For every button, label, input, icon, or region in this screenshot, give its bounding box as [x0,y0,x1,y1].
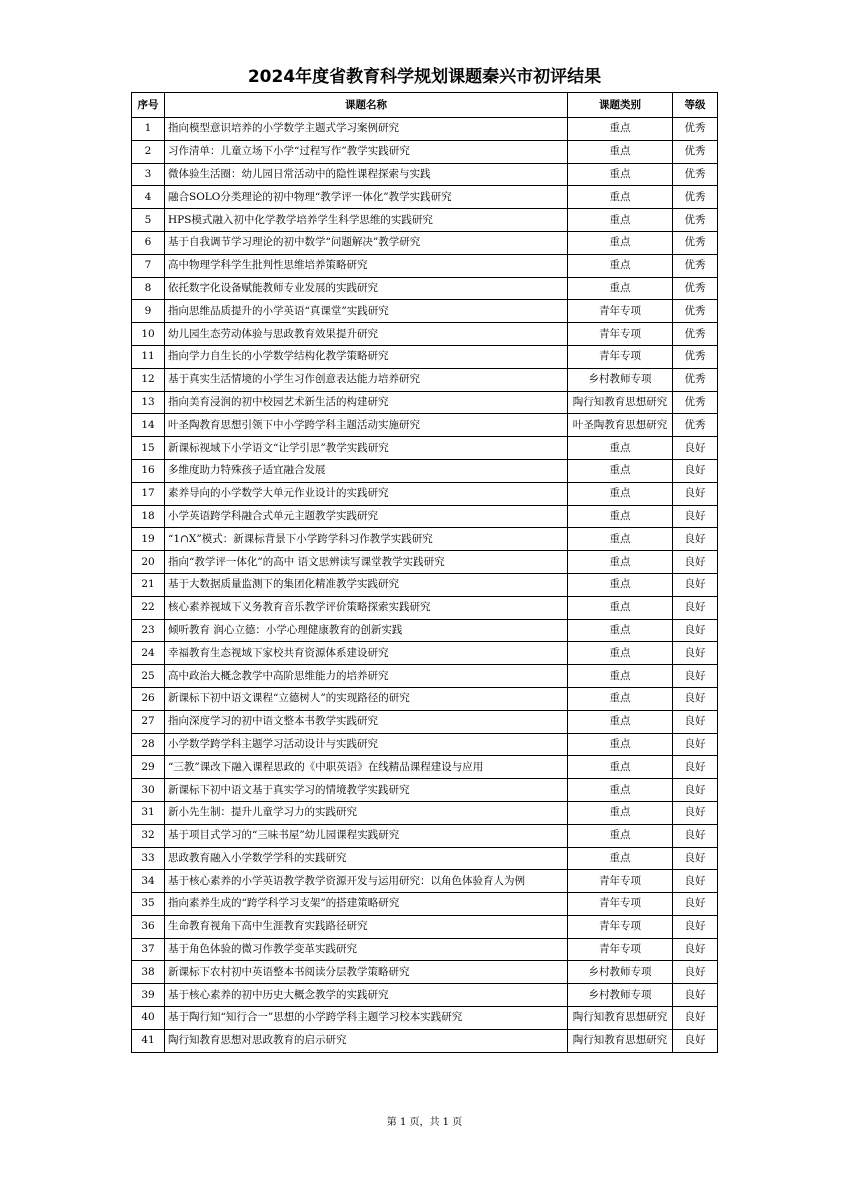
row-name: 指向素养生成的“跨学科学习支架”的搭建策略研究 [165,893,568,916]
row-name: “1∩X”模式：新课标背景下小学跨学科习作教学实践研究 [165,528,568,551]
row-index: 34 [132,870,165,893]
page-title: 2024年度省教育科学规划课题秦兴市初评结果 [247,67,602,87]
row-index: 16 [132,459,165,482]
table-row [132,368,718,391]
row-grade: 良好 [673,847,718,870]
row-grade: 良好 [673,551,718,574]
table-row [132,847,718,870]
row-index: 19 [132,528,165,551]
row-index: 31 [132,801,165,824]
row-name: 陶行知教育思想对思政教育的启示研究 [165,1029,568,1052]
row-name: 基于核心素养的初中历史大概念教学的实践研究 [165,984,568,1007]
row-index: 15 [132,437,165,460]
row-name: 高中政治大概念教学中高阶思维能力的培养研究 [165,665,568,688]
row-grade: 良好 [673,801,718,824]
row-index: 10 [132,323,165,346]
row-grade: 良好 [673,961,718,984]
row-index: 36 [132,915,165,938]
table-row [132,414,718,437]
row-name: 基于真实生活情境的小学生习作创意表达能力培养研究 [165,368,568,391]
row-name: 新小先生制：提升儿童学习力的实践研究 [165,801,568,824]
row-grade: 良好 [673,596,718,619]
row-index: 21 [132,573,165,596]
row-index: 7 [132,254,165,277]
table-row [132,459,718,482]
table-row [132,710,718,733]
row-name: 指向美育浸润的初中校园艺术新生活的构建研究 [165,391,568,414]
row-name: 思政教育融入小学数学学科的实践研究 [165,847,568,870]
table-row [132,118,718,141]
row-name: 新课标下初中语文基于真实学习的情境教学实践研究 [165,779,568,802]
row-grade: 良好 [673,870,718,893]
row-category: 重点 [568,779,673,802]
row-name: 基于自我调节学习理论的初中数学“问题解决”教学研究 [165,231,568,254]
row-index: 41 [132,1029,165,1052]
row-index: 9 [132,300,165,323]
row-name: 新课标视域下小学语文“让学引思”教学实践研究 [165,437,568,460]
row-grade: 良好 [673,642,718,665]
table-row [132,801,718,824]
row-grade: 良好 [673,756,718,779]
row-grade: 良好 [673,482,718,505]
table-row [132,1029,718,1052]
row-category: 重点 [568,687,673,710]
table-row [132,186,718,209]
row-index: 2 [132,140,165,163]
row-category: 青年专项 [568,938,673,961]
row-category: 重点 [568,756,673,779]
table-row [132,1007,718,1030]
table-row [132,437,718,460]
row-category: 重点 [568,482,673,505]
row-name: 倾听教育 润心立德：小学心理健康教育的创新实践 [165,619,568,642]
table-row [132,482,718,505]
row-grade: 良好 [673,733,718,756]
table-row [132,893,718,916]
row-category: 重点 [568,528,673,551]
row-category: 重点 [568,254,673,277]
row-name: 指向深度学习的初中语文整本书教学实践研究 [165,710,568,733]
row-name: 幼儿园生态劳动体验与思政教育效果提升研究 [165,323,568,346]
row-category: 青年专项 [568,323,673,346]
table-row [132,573,718,596]
row-name: “三教”课改下融入课程思政的《中职英语》在线精品课程建设与应用 [165,756,568,779]
table-row [132,938,718,961]
table-row [132,528,718,551]
row-category: 重点 [568,186,673,209]
row-grade: 优秀 [673,209,718,232]
row-name: HPS模式融入初中化学教学培养学生科学思维的实践研究 [165,209,568,232]
row-name: 习作清单：儿童立场下小学“过程写作”教学实践研究 [165,140,568,163]
row-category: 重点 [568,118,673,141]
row-index: 39 [132,984,165,1007]
row-name: 依托数字化设备赋能教师专业发展的实践研究 [165,277,568,300]
row-name: 基于核心素养的小学英语教学教学资源开发与运用研究：以角色体验育人为例 [165,870,568,893]
row-index: 1 [132,118,165,141]
table-row [132,163,718,186]
row-index: 17 [132,482,165,505]
table-row [132,391,718,414]
row-grade: 良好 [673,1007,718,1030]
row-category: 乡村教师专项 [568,984,673,1007]
row-name: 基于角色体验的微习作教学变革实践研究 [165,938,568,961]
row-name: 高中物理学科学生批判性思维培养策略研究 [165,254,568,277]
row-grade: 良好 [673,779,718,802]
row-grade: 良好 [673,459,718,482]
row-category: 重点 [568,824,673,847]
table-row [132,984,718,1007]
row-grade: 优秀 [673,231,718,254]
table-row [132,665,718,688]
table-row [132,870,718,893]
row-category: 重点 [568,505,673,528]
header-grade: 等级 [673,93,718,118]
row-name: 生命教育视角下高中生涯教育实践路径研究 [165,915,568,938]
row-grade: 良好 [673,619,718,642]
row-name: 新课标下农村初中英语整本书阅读分层教学策略研究 [165,961,568,984]
table-row [132,551,718,574]
row-index: 6 [132,231,165,254]
row-category: 重点 [568,551,673,574]
row-grade: 良好 [673,915,718,938]
header-name: 课题名称 [165,93,568,118]
row-name: 基于大数据质量监测下的集团化精准教学实践研究 [165,573,568,596]
header-category: 课题类别 [568,93,673,118]
row-category: 青年专项 [568,915,673,938]
page-footer: 第 1 页，共 1 页 [386,1117,463,1128]
table-row [132,733,718,756]
row-name: 小学英语跨学科融合式单元主题教学实践研究 [165,505,568,528]
table-row [132,231,718,254]
row-index: 20 [132,551,165,574]
row-grade: 优秀 [673,414,718,437]
table-row [132,596,718,619]
table-row [132,140,718,163]
row-category: 重点 [568,596,673,619]
row-grade: 良好 [673,505,718,528]
row-grade: 优秀 [673,300,718,323]
row-grade: 良好 [673,824,718,847]
table-row [132,254,718,277]
row-index: 27 [132,710,165,733]
row-index: 18 [132,505,165,528]
row-grade: 良好 [673,1029,718,1052]
row-category: 陶行知教育思想研究 [568,391,673,414]
row-category: 重点 [568,277,673,300]
row-category: 重点 [568,710,673,733]
row-index: 30 [132,779,165,802]
row-grade: 良好 [673,938,718,961]
table-row [132,779,718,802]
table-row [132,756,718,779]
row-grade: 优秀 [673,391,718,414]
row-grade: 优秀 [673,254,718,277]
row-category: 重点 [568,437,673,460]
row-name: 新课标下初中语文课程“立德树人”的实现路径的研究 [165,687,568,710]
row-name: 指向思维品质提升的小学英语“真课堂”实践研究 [165,300,568,323]
table-row [132,961,718,984]
header-index: 序号 [132,93,165,118]
row-name: 核心素养视域下义务教育音乐教学评价策略探索实践研究 [165,596,568,619]
row-index: 29 [132,756,165,779]
row-name: 基于陶行知“知行合一”思想的小学跨学科主题学习校本实践研究 [165,1007,568,1030]
row-name: 基于项目式学习的“三味书屋”幼儿园课程实践研究 [165,824,568,847]
table-row [132,505,718,528]
row-grade: 良好 [673,984,718,1007]
row-category: 陶行知教育思想研究 [568,1007,673,1030]
row-name: 素养导向的小学数学大单元作业设计的实践研究 [165,482,568,505]
row-grade: 优秀 [673,118,718,141]
row-index: 38 [132,961,165,984]
row-category: 叶圣陶教育思想研究 [568,414,673,437]
row-name: 叶圣陶教育思想引领下中小学跨学科主题活动实施研究 [165,414,568,437]
row-category: 乡村教师专项 [568,368,673,391]
row-index: 12 [132,368,165,391]
table-row [132,345,718,368]
table-row [132,300,718,323]
row-category: 重点 [568,847,673,870]
row-name: 微体验生活圈：幼儿园日常活动中的隐性课程探索与实践 [165,163,568,186]
row-category: 重点 [568,231,673,254]
row-grade: 优秀 [673,368,718,391]
row-category: 重点 [568,733,673,756]
table-row [132,915,718,938]
row-grade: 优秀 [673,186,718,209]
row-grade: 良好 [673,710,718,733]
table-row [132,619,718,642]
table-row [132,323,718,346]
row-category: 重点 [568,801,673,824]
row-index: 33 [132,847,165,870]
row-grade: 良好 [673,528,718,551]
row-category: 重点 [568,140,673,163]
row-index: 13 [132,391,165,414]
row-grade: 良好 [673,893,718,916]
row-index: 32 [132,824,165,847]
row-grade: 优秀 [673,140,718,163]
table-header-row [132,93,718,118]
row-grade: 优秀 [673,163,718,186]
row-name: 指向学力自生长的小学数学结构化教学策略研究 [165,345,568,368]
row-grade: 良好 [673,665,718,688]
row-index: 28 [132,733,165,756]
row-category: 重点 [568,619,673,642]
row-index: 40 [132,1007,165,1030]
row-category: 青年专项 [568,870,673,893]
row-category: 重点 [568,163,673,186]
row-category: 青年专项 [568,300,673,323]
row-category: 重点 [568,209,673,232]
table-row [132,642,718,665]
row-grade: 优秀 [673,323,718,346]
row-index: 26 [132,687,165,710]
row-name: 幸福教育生态视域下家校共育资源体系建设研究 [165,642,568,665]
row-name: 小学数学跨学科主题学习活动设计与实践研究 [165,733,568,756]
row-grade: 良好 [673,573,718,596]
row-grade: 优秀 [673,277,718,300]
row-grade: 良好 [673,437,718,460]
row-index: 24 [132,642,165,665]
table-row [132,824,718,847]
row-category: 陶行知教育思想研究 [568,1029,673,1052]
row-index: 8 [132,277,165,300]
row-index: 37 [132,938,165,961]
row-grade: 优秀 [673,345,718,368]
row-category: 乡村教师专项 [568,961,673,984]
row-index: 23 [132,619,165,642]
table-row [132,687,718,710]
row-index: 35 [132,893,165,916]
row-category: 青年专项 [568,893,673,916]
row-name: 融合SOLO分类理论的初中物理“教学评一体化”教学实践研究 [165,186,568,209]
table-row [132,277,718,300]
row-name: 指向“教学评一体化”的高中 语文思辨读写课堂教学实践研究 [165,551,568,574]
row-index: 14 [132,414,165,437]
row-index: 22 [132,596,165,619]
row-category: 重点 [568,665,673,688]
row-grade: 良好 [673,687,718,710]
row-category: 重点 [568,459,673,482]
row-index: 4 [132,186,165,209]
row-index: 25 [132,665,165,688]
row-category: 青年专项 [568,345,673,368]
row-category: 重点 [568,573,673,596]
row-name: 多维度助力特殊孩子适宜融合发展 [165,459,568,482]
row-index: 3 [132,163,165,186]
row-index: 11 [132,345,165,368]
table-row [132,209,718,232]
row-category: 重点 [568,642,673,665]
row-name: 指向模型意识培养的小学数学主题式学习案例研究 [165,118,568,141]
row-index: 5 [132,209,165,232]
results-table [131,92,718,1053]
table-body [132,118,718,1053]
